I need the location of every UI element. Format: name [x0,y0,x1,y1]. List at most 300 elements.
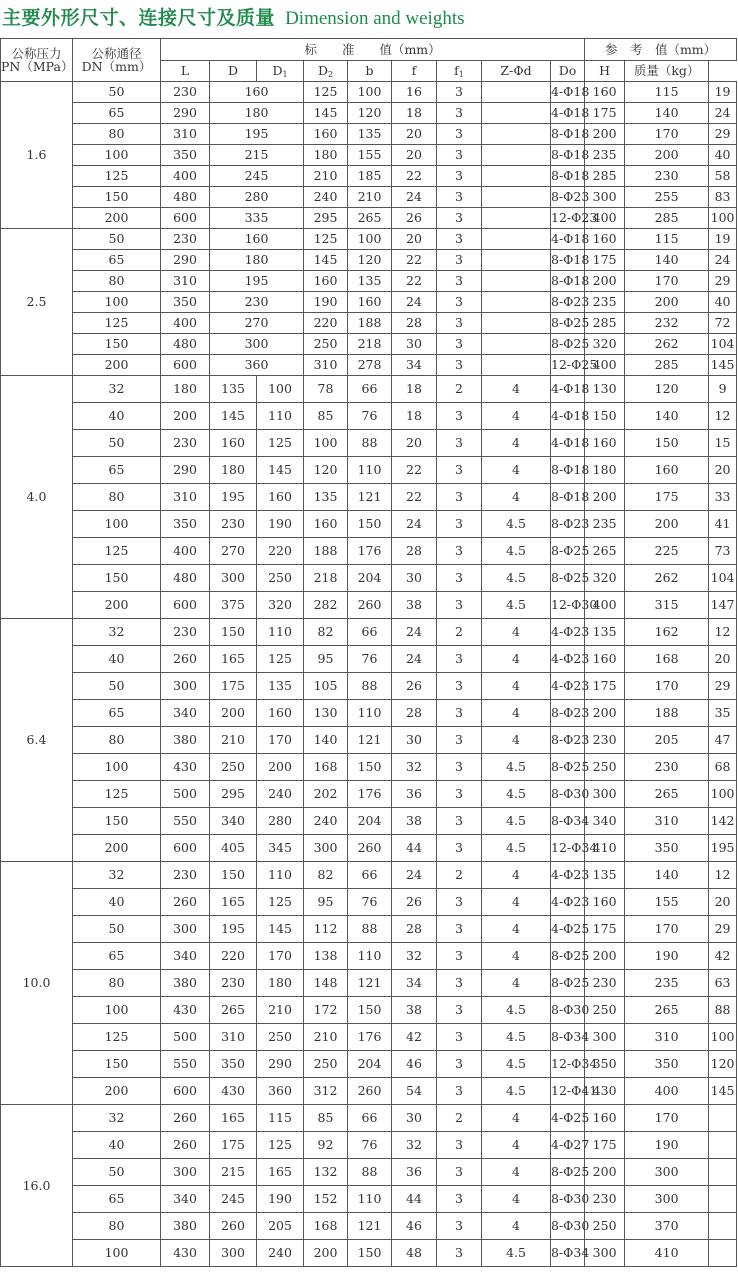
table-cell: 76 [348,889,392,916]
table-cell: 500 [161,1024,210,1051]
table-cell: 4 [482,430,551,457]
table-cell: 3 [437,208,482,229]
table-cell: 50 [73,673,161,700]
table-cell: 150 [210,862,257,889]
table-cell: 180 [210,103,304,124]
table-cell: 320 [585,334,625,355]
table-cell: 600 [161,835,210,862]
table-cell: 112 [304,916,348,943]
table-cell: 8-Φ18 [551,250,585,271]
table-cell: 285 [585,166,625,187]
table-cell: 24 [709,103,737,124]
table-cell: 3 [437,355,482,376]
table-cell: 290 [257,1051,304,1078]
table-cell: 78 [304,376,348,403]
table-cell: 66 [348,862,392,889]
table-row [1,1213,737,1240]
table-cell: 66 [348,619,392,646]
table-row [1,673,737,700]
dimension-table-container [0,38,737,1267]
table-cell: 44 [392,835,437,862]
table-cell: 125 [304,82,348,103]
table-cell: 300 [161,916,210,943]
table-cell: 250 [257,1024,304,1051]
table-cell: 295 [304,208,348,229]
table-cell: 100 [73,754,161,781]
table-cell: 3 [437,1240,482,1267]
table-cell: 20 [392,145,437,166]
table-cell [482,103,551,124]
table-cell: 88 [709,997,737,1024]
table-cell: 190 [625,943,709,970]
table-cell: 3 [437,889,482,916]
table-cell: 121 [348,1213,392,1240]
table-cell: 310 [161,271,210,292]
table-cell: 230 [585,1186,625,1213]
table-cell: 100 [348,82,392,103]
table-cell: 320 [257,592,304,619]
table-cell: 85 [304,403,348,430]
header-standard: 标 准 值（mm） [161,39,585,61]
table-cell: 4-Φ18 [551,430,585,457]
table-cell: 165 [210,646,257,673]
table-cell: 3 [437,1024,482,1051]
table-body [1,82,737,1267]
table-cell: 300 [625,1186,709,1213]
table-cell: 8-Φ25 [551,754,585,781]
table-cell: 110 [257,619,304,646]
table-cell: 4.5 [482,997,551,1024]
table-cell: 260 [348,835,392,862]
table-cell: 4-Φ23 [551,619,585,646]
table-cell: 100 [257,376,304,403]
table-row [1,208,737,229]
table-cell: 3 [437,916,482,943]
table-cell: 42 [392,1024,437,1051]
table-cell: 3 [437,484,482,511]
table-cell: 125 [257,1132,304,1159]
table-cell: 46 [392,1213,437,1240]
table-cell: 168 [625,646,709,673]
table-cell: 88 [348,1159,392,1186]
table-cell: 255 [625,187,709,208]
table-cell: 88 [348,673,392,700]
table-cell: 142 [709,808,737,835]
table-cell: 155 [348,145,392,166]
table-cell: 145 [709,355,737,376]
table-cell: 130 [304,700,348,727]
table-cell: 4 [482,889,551,916]
table-cell: 175 [585,916,625,943]
table-cell: 105 [304,673,348,700]
table-cell: 150 [348,1240,392,1267]
table-cell: 19 [709,229,737,250]
table-cell: 160 [210,430,257,457]
table-cell: 3 [437,1159,482,1186]
table-cell [709,1213,737,1240]
table-cell: 160 [210,229,304,250]
table-cell: 168 [304,754,348,781]
table-row [1,484,737,511]
table-cell: 170 [625,673,709,700]
table-cell: 600 [161,355,210,376]
table-cell: 3 [437,250,482,271]
table-row [1,700,737,727]
table-cell: 120 [348,103,392,124]
table-cell: 4 [482,403,551,430]
table-cell: 230 [161,862,210,889]
table-cell: 165 [257,1159,304,1186]
table-cell: 20 [709,457,737,484]
table-cell: 400 [625,1078,709,1105]
table-row [1,403,737,430]
table-cell: 290 [161,250,210,271]
table-cell: 4-Φ23 [551,862,585,889]
table-cell: 360 [257,1078,304,1105]
table-cell: 260 [161,646,210,673]
table-cell: 160 [585,646,625,673]
header-col-D: D [210,61,257,82]
table-cell: 160 [304,124,348,145]
table-cell: 29 [709,271,737,292]
table-cell: 340 [585,808,625,835]
table-cell: 24 [392,511,437,538]
table-cell: 170 [257,727,304,754]
table-row [1,355,737,376]
table-cell: 4-Φ18 [551,82,585,103]
table-cell: 8-Φ23 [551,727,585,754]
table-cell: 340 [161,700,210,727]
table-cell: 200 [585,271,625,292]
table-cell: 260 [161,1105,210,1132]
table-row [1,1132,737,1159]
pressure-cell: 1.6 [1,82,73,229]
table-cell: 132 [304,1159,348,1186]
table-cell: 3 [437,700,482,727]
table-cell: 155 [625,889,709,916]
table-cell: 150 [73,187,161,208]
table-cell: 300 [161,673,210,700]
table-cell: 4 [482,862,551,889]
table-cell: 4 [482,727,551,754]
table-cell: 250 [304,1051,348,1078]
table-cell: 430 [161,1240,210,1267]
table-cell: 18 [392,403,437,430]
table-cell: 3 [437,646,482,673]
table-cell: 250 [585,997,625,1024]
table-row [1,997,737,1024]
table-cell: 200 [257,754,304,781]
table-cell: 235 [625,970,709,997]
table-cell: 8-Φ25 [551,565,585,592]
table-cell: 175 [625,484,709,511]
table-cell: 125 [73,1024,161,1051]
pressure-cell: 16.0 [1,1105,73,1267]
table-cell: 38 [392,592,437,619]
table-cell: 200 [625,145,709,166]
table-cell: 4 [482,700,551,727]
table-cell: 190 [625,1132,709,1159]
table-cell: 18 [392,376,437,403]
table-row [1,103,737,124]
table-cell: 172 [304,997,348,1024]
table-cell: 4-Φ25 [551,916,585,943]
table-cell: 168 [304,1213,348,1240]
table-cell: 3 [437,334,482,355]
table-cell: 245 [210,166,304,187]
table-cell: 3 [437,1132,482,1159]
table-cell [482,313,551,334]
table-cell: 3 [437,754,482,781]
table-cell: 290 [161,457,210,484]
table-cell: 20 [709,889,737,916]
table-cell: 140 [625,250,709,271]
table-cell: 3 [437,727,482,754]
table-cell: 42 [709,943,737,970]
table-cell: 8-Φ25 [551,943,585,970]
table-cell: 3 [437,1186,482,1213]
table-cell: 210 [210,727,257,754]
table-cell: 235 [585,292,625,313]
table-cell: 65 [73,943,161,970]
table-cell: 430 [161,754,210,781]
table-cell: 280 [257,808,304,835]
table-cell: 50 [73,916,161,943]
table-cell: 170 [625,1105,709,1132]
table-cell: 230 [210,292,304,313]
table-cell: 3 [437,808,482,835]
table-cell: 22 [392,271,437,292]
table-cell: 4.5 [482,835,551,862]
table-cell: 110 [348,457,392,484]
table-cell [709,1132,737,1159]
table-cell: 230 [625,166,709,187]
table-cell: 65 [73,700,161,727]
table-cell: 76 [348,1132,392,1159]
table-cell: 4 [482,376,551,403]
table-cell: 430 [210,1078,257,1105]
table-cell: 218 [304,565,348,592]
table-cell: 8-Φ34 [551,808,585,835]
table-cell: 300 [210,1240,257,1267]
table-cell: 4.5 [482,1051,551,1078]
table-cell: 430 [161,997,210,1024]
table-cell: 82 [304,862,348,889]
table-cell: 120 [348,250,392,271]
table-cell: 24 [392,646,437,673]
table-row [1,1051,737,1078]
table-cell: 88 [348,430,392,457]
table-row [1,727,737,754]
table-cell: 4-Φ18 [551,403,585,430]
table-cell: 4.5 [482,1024,551,1051]
table-cell: 8-Φ30 [551,997,585,1024]
table-row [1,313,737,334]
table-cell: 35 [709,700,737,727]
table-cell: 30 [392,727,437,754]
table-cell: 8-Φ34 [551,1240,585,1267]
table-cell [482,292,551,313]
table-cell: 200 [585,1159,625,1186]
table-cell: 3 [437,430,482,457]
table-cell: 145 [709,1078,737,1105]
table-cell: 285 [585,313,625,334]
table-cell: 410 [625,1240,709,1267]
table-cell: 320 [585,565,625,592]
dimension-table [0,38,737,1267]
table-cell: 100 [73,511,161,538]
table-cell: 345 [257,835,304,862]
table-row [1,124,737,145]
table-cell: 195 [210,124,304,145]
table-cell: 115 [625,82,709,103]
table-row [1,565,737,592]
table-cell: 380 [161,970,210,997]
table-cell: 88 [348,916,392,943]
table-row [1,511,737,538]
table-cell: 200 [161,403,210,430]
table-cell: 175 [585,250,625,271]
table-cell: 65 [73,250,161,271]
table-cell: 40 [709,292,737,313]
title-chinese: 主要外形尺寸、连接尺寸及质量 [2,7,276,29]
table-cell: 195 [709,835,737,862]
table-row [1,1186,737,1213]
table-cell: 150 [210,619,257,646]
table-cell: 115 [625,229,709,250]
table-cell: 176 [348,781,392,808]
table-cell: 150 [348,754,392,781]
table-cell: 68 [709,754,737,781]
table-cell: 80 [73,484,161,511]
table-cell: 150 [348,511,392,538]
table-cell: 100 [304,430,348,457]
table-row [1,1078,737,1105]
header-col-D1-sub: 1 [282,70,288,80]
table-cell: 3 [437,943,482,970]
table-cell: 218 [348,334,392,355]
table-cell: 176 [348,538,392,565]
table-cell: 19 [709,82,737,103]
table-cell: 300 [585,781,625,808]
title-english: Dimension and weights [285,8,465,29]
table-cell: 340 [161,1186,210,1213]
table-cell: 24 [392,292,437,313]
table-cell: 310 [304,355,348,376]
table-cell: 200 [304,1240,348,1267]
table-row [1,592,737,619]
table-cell: 100 [709,208,737,229]
table-cell: 230 [210,511,257,538]
table-cell: 400 [585,592,625,619]
table-cell: 4-Φ18 [551,376,585,403]
table-cell [482,271,551,292]
table-cell: 15 [709,430,737,457]
table-cell: 350 [210,1051,257,1078]
table-row [1,781,737,808]
table-cell: 210 [348,187,392,208]
table-cell: 550 [161,1051,210,1078]
table-cell: 20 [392,430,437,457]
table-cell: 4.5 [482,781,551,808]
table-cell: 140 [625,403,709,430]
table-cell: 29 [709,916,737,943]
table-cell: 480 [161,334,210,355]
table-cell: 12-Φ25 [551,355,585,376]
table-cell: 3 [437,229,482,250]
header-col-b: b [348,61,392,82]
table-cell: 260 [161,889,210,916]
table-cell: 65 [73,1186,161,1213]
table-cell: 380 [161,727,210,754]
table-cell: 150 [73,565,161,592]
table-cell: 12-Φ34 [551,835,585,862]
pressure-cell: 2.5 [1,229,73,376]
table-cell: 160 [210,82,304,103]
table-cell: 125 [257,646,304,673]
table-cell: 34 [392,355,437,376]
table-cell: 3 [437,835,482,862]
table-cell: 278 [348,355,392,376]
table-cell: 200 [210,700,257,727]
table-row [1,862,737,889]
table-cell: 54 [392,1078,437,1105]
table-cell: 3 [437,1213,482,1240]
table-cell: 3 [437,1078,482,1105]
table-cell: 205 [257,1213,304,1240]
table-row [1,292,737,313]
table-cell: 195 [210,271,304,292]
table-cell: 3 [437,124,482,145]
table-row [1,376,737,403]
table-cell: 480 [161,187,210,208]
table-cell: 66 [348,376,392,403]
table-cell: 215 [210,145,304,166]
table-cell: 4-Φ18 [551,103,585,124]
table-cell: 140 [625,103,709,124]
table-cell: 50 [73,1159,161,1186]
table-cell: 2 [437,862,482,889]
table-cell: 405 [210,835,257,862]
table-cell: 32 [392,1132,437,1159]
table-cell: 150 [73,1051,161,1078]
table-cell: 22 [392,166,437,187]
table-cell: 260 [210,1213,257,1240]
table-row [1,229,737,250]
table-cell: 265 [210,997,257,1024]
table-cell: 500 [161,781,210,808]
table-cell: 8-Φ30 [551,781,585,808]
table-cell: 104 [709,334,737,355]
table-cell: 210 [304,1024,348,1051]
table-cell: 95 [304,889,348,916]
table-cell: 8-Φ18 [551,271,585,292]
table-cell: 185 [348,166,392,187]
table-cell: 58 [709,166,737,187]
table-row [1,1105,737,1132]
table-cell: 170 [257,943,304,970]
table-cell: 38 [392,808,437,835]
table-cell [482,145,551,166]
table-cell: 12-Φ34 [551,1051,585,1078]
table-cell: 195 [210,484,257,511]
header-col-H: H [585,61,625,82]
table-cell [482,166,551,187]
table-cell: 310 [625,1024,709,1051]
table-cell: 40 [709,145,737,166]
table-cell: 300 [210,334,304,355]
table-cell: 190 [257,511,304,538]
